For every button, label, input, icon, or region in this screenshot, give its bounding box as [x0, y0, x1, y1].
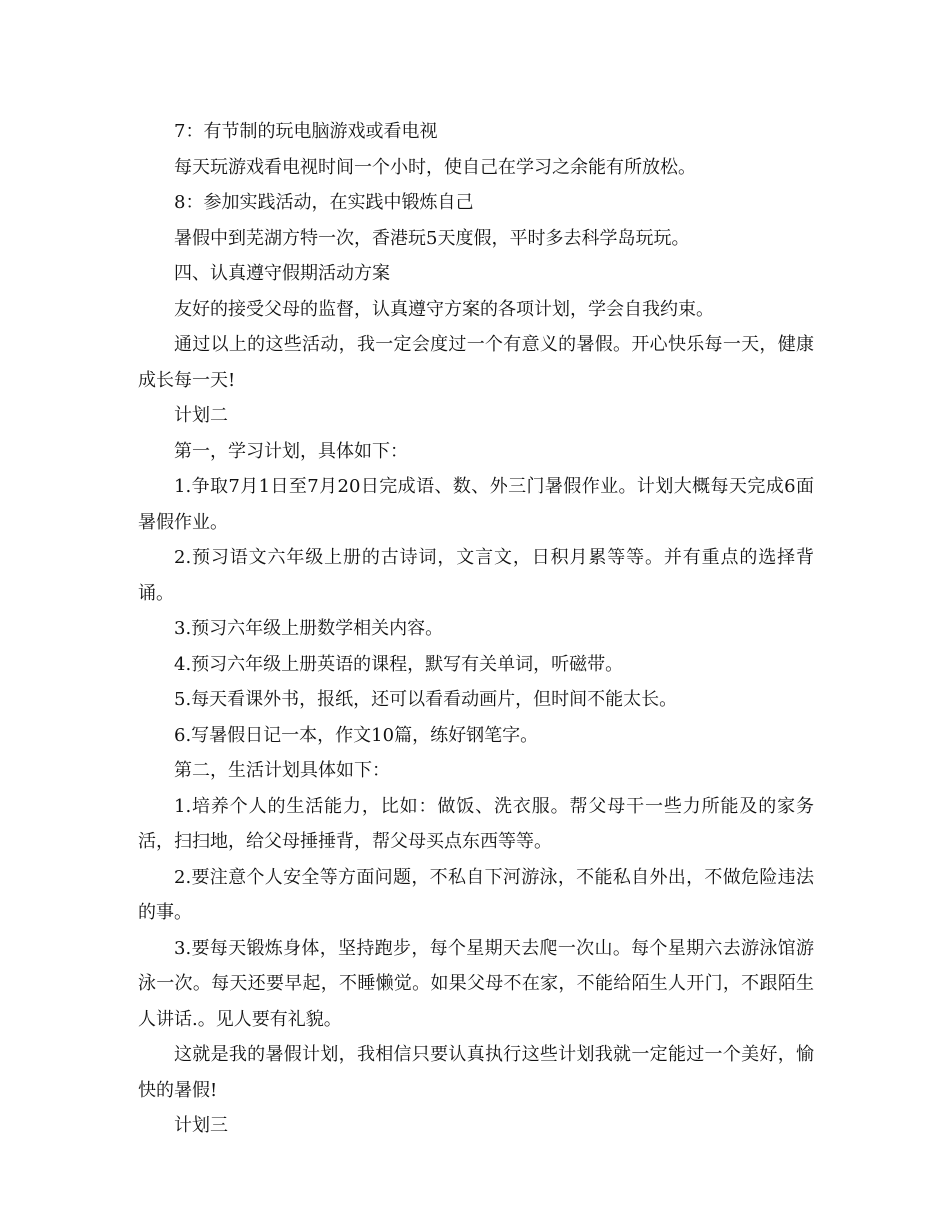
- study-item-4: 4.预习六年级上册英语的课程，默写有关单词，听磁带。: [174, 653, 624, 675]
- paragraph-3: 8：参加实践活动，在实践中锻炼自己: [174, 192, 474, 213]
- paragraph-2: 每天玩游戏看电视时间一个小时，使自己在学习之余能有所放松。: [174, 156, 696, 178]
- study-item-1: 1.争取7月1日至7月20日完成语、数、外三门暑假作业。计划大概每天完成6面暑假作业。: [138, 476, 814, 533]
- life-item-2: 2.要注意个人安全等方面问题，不私自下河游泳，不能私自外出，不做危险违法的事。: [138, 866, 814, 923]
- plan-three-heading: 计划三: [174, 1115, 228, 1136]
- study-item-2: 2.预习语文六年级上册的古诗词，文言文，日积月累等等。并有重点的选择背诵。: [138, 547, 814, 604]
- life-item-3: 3.要每天锻炼身体，坚持跑步，每个星期天去爬一次山。每个星期六去游泳馆游泳一次。每天还要早起，不睡懒觉。如果父母不在家，不能给陌生人开门，不跟陌生人讲话.。见人要有礼貌。: [138, 937, 814, 1030]
- life-plan-heading: 第二，生活计划具体如下：: [174, 760, 390, 781]
- plan-two-heading: 计划二: [174, 405, 228, 426]
- document-body: [138, 114, 814, 1144]
- paragraph-4: 暑假中到芜湖方特一次，香港玩5天度假，平时多去科学岛玩玩。: [174, 227, 690, 249]
- paragraph-6: 友好的接受父母的监督，认真遵守方案的各项计划，学会自我约束。: [174, 298, 714, 320]
- study-item-3: 3.预习六年级上册数学相关内容。: [174, 618, 444, 639]
- conclusion-paragraph: 这就是我的暑假计划，我相信只要认真执行这些计划我就一定能过一个美好，愉快的暑假!: [138, 1044, 814, 1101]
- paragraph-1: 7：有节制的玩电脑游戏或看电视: [174, 121, 438, 142]
- section-heading-4: 四、认真遵守假期活动方案: [174, 263, 390, 284]
- study-plan-heading: 第一，学习计划，具体如下：: [174, 440, 408, 462]
- study-item-6: 6.写暑假日记一本，作文10篇，练好钢笔字。: [174, 724, 539, 746]
- paragraph-7: 通过以上的这些活动，我一定会度过一个有意义的暑假。开心快乐每一天，健康成长每一天!: [138, 334, 814, 391]
- life-item-1: 1.培养个人的生活能力，比如：做饭、洗衣服。帮父母干一些力所能及的家务活，扫扫地，给父母捶捶背，帮父母买点东西等等。: [138, 795, 814, 852]
- study-item-5: 5.每天看课外书，报纸，还可以看看动画片，但时间不能太长。: [174, 689, 678, 710]
